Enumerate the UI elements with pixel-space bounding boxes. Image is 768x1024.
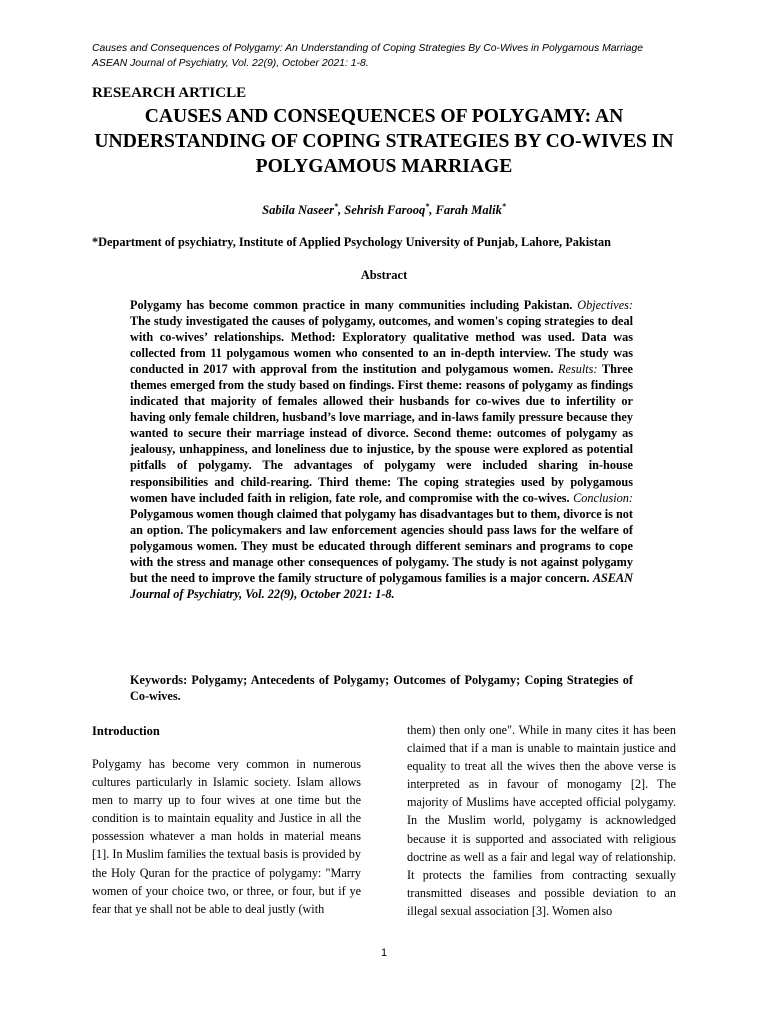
author-name: Farah Malik xyxy=(435,203,502,218)
running-header xyxy=(92,42,692,71)
running-header-title: Causes and Consequences of Polygamy: An Understanding of Coping Strategies By Co-Wives in Polygamous Marriage xyxy=(92,43,644,54)
objectives-label: Objectives: xyxy=(577,298,633,312)
affiliation: *Department of psychiatry, Institute of Applied Psychology University of Punjab, Lahore, Pakistan xyxy=(92,235,611,249)
left-column-text: Polygamy has become very common in numerous cultures particularly in Islamic society. Islam allows men to marry up to four wives at one time but the condition is to maintain equality and Justice in all the possession whatever a man holds in material means [1]. In Muslim families the textual basis is provided by the Holy Quran for the practice of polygamy: "Marry women of your choice two, or three, or four, but if ye fear that ye shall not be able to deal justly (with xyxy=(92,757,361,916)
author-separator: , xyxy=(338,203,345,218)
page-number: 1 xyxy=(380,947,388,959)
author-name: Sehrish Farooq xyxy=(344,203,426,218)
paper-title: CAUSES AND CONSEQUENCES OF POLYGAMY: AN UNDERSTANDING OF COPING STRATEGIES BY CO-WIVES IN POLYGAMOUS MARRIAGE xyxy=(94,106,674,177)
abstract-results: Three themes emerged from the study based on findings. First theme: reasons of polygamy as findings indicated that majority of females allowed their husbands for co-wives due to infertility or having only female children, husband’s love marriage, and in-laws family pressure because they wanted to secure their marriage instead of divorce. Second theme: outcomes of polygamy as jealousy, unhappiness, and loneliness due to injustice, by the spouse were explored as potential pitfalls of polygamy. The advantages of polygamy were included sharing in-house responsibilities and child-rearing. Third theme: The coping strategies used by polygamous women have included faith in religion, fate role, and compromise with the co-wives. xyxy=(130,362,633,505)
abstract-citation: ASEAN Journal of Psychiatry, Vol. 22(9), October 2021: 1-8. xyxy=(130,570,633,601)
right-column-text: them) then only one". While in many cites it has been claimed that if a man is unable to maintain justice and equality to treat all the wives then the above verse is interpreted as in favour of monogamy [2]. The majority of Muslims have accepted official polygamy. In the Muslim world, polygamy is acknowledged because it is supported and associated with religious doctrine as well as a fair and legal way of relationship. It protects the families from contracting sexually transmitted diseases and possible deviation to an illegal sexual association [3]. Women also xyxy=(407,723,676,918)
conclusion-label: Conclusion: xyxy=(573,490,633,505)
author-list xyxy=(92,199,676,218)
author-mark: * xyxy=(501,202,506,211)
abstract-heading: Abstract xyxy=(360,268,408,282)
abstract-conclusion: Polygamous women though claimed that polygamy has disadvantages but to them, divorce is not an option. The policymakers and law enforcement agencies should pass laws for the welfare of polygamous women. They must be educated through different seminars and programs to cope with the stress and manage other consequences of polygamy. The study is not against polygamy but the need to improve the family structure of polygamous families is a major concern. xyxy=(130,506,633,585)
results-label: Results: xyxy=(558,362,598,377)
keywords: Keywords: Polygamy; Antecedents of Polygamy; Outcomes of Polygamy; Coping Strategies of Co-wives. xyxy=(130,673,633,704)
abstract-body xyxy=(130,297,633,602)
author-name: Sabila Naseer xyxy=(262,203,335,218)
author-mark: * xyxy=(334,202,339,211)
running-header-journal: ASEAN Journal of Psychiatry, Vol. 22(9), October 2021: 1-8. xyxy=(92,57,369,69)
article-type: RESEARCH ARTICLE xyxy=(92,85,247,101)
abstract-intro: Polygamy has become common practice in many communities including Pakistan. xyxy=(130,298,578,312)
author-mark: * xyxy=(425,202,430,211)
author-separator: , xyxy=(429,203,436,218)
introduction-heading: Introduction xyxy=(92,724,160,738)
abstract-objectives: The study investigated the causes of polygamy, outcomes, and women's coping strategies to deal with co-wives’ relationships. Method: Exploratory qualitative method was used. Data was collected from 11 polygamous women who consented to an in-depth interview. The study was conducted in 2017 with approval from the institution and polygamous women. xyxy=(130,314,633,377)
